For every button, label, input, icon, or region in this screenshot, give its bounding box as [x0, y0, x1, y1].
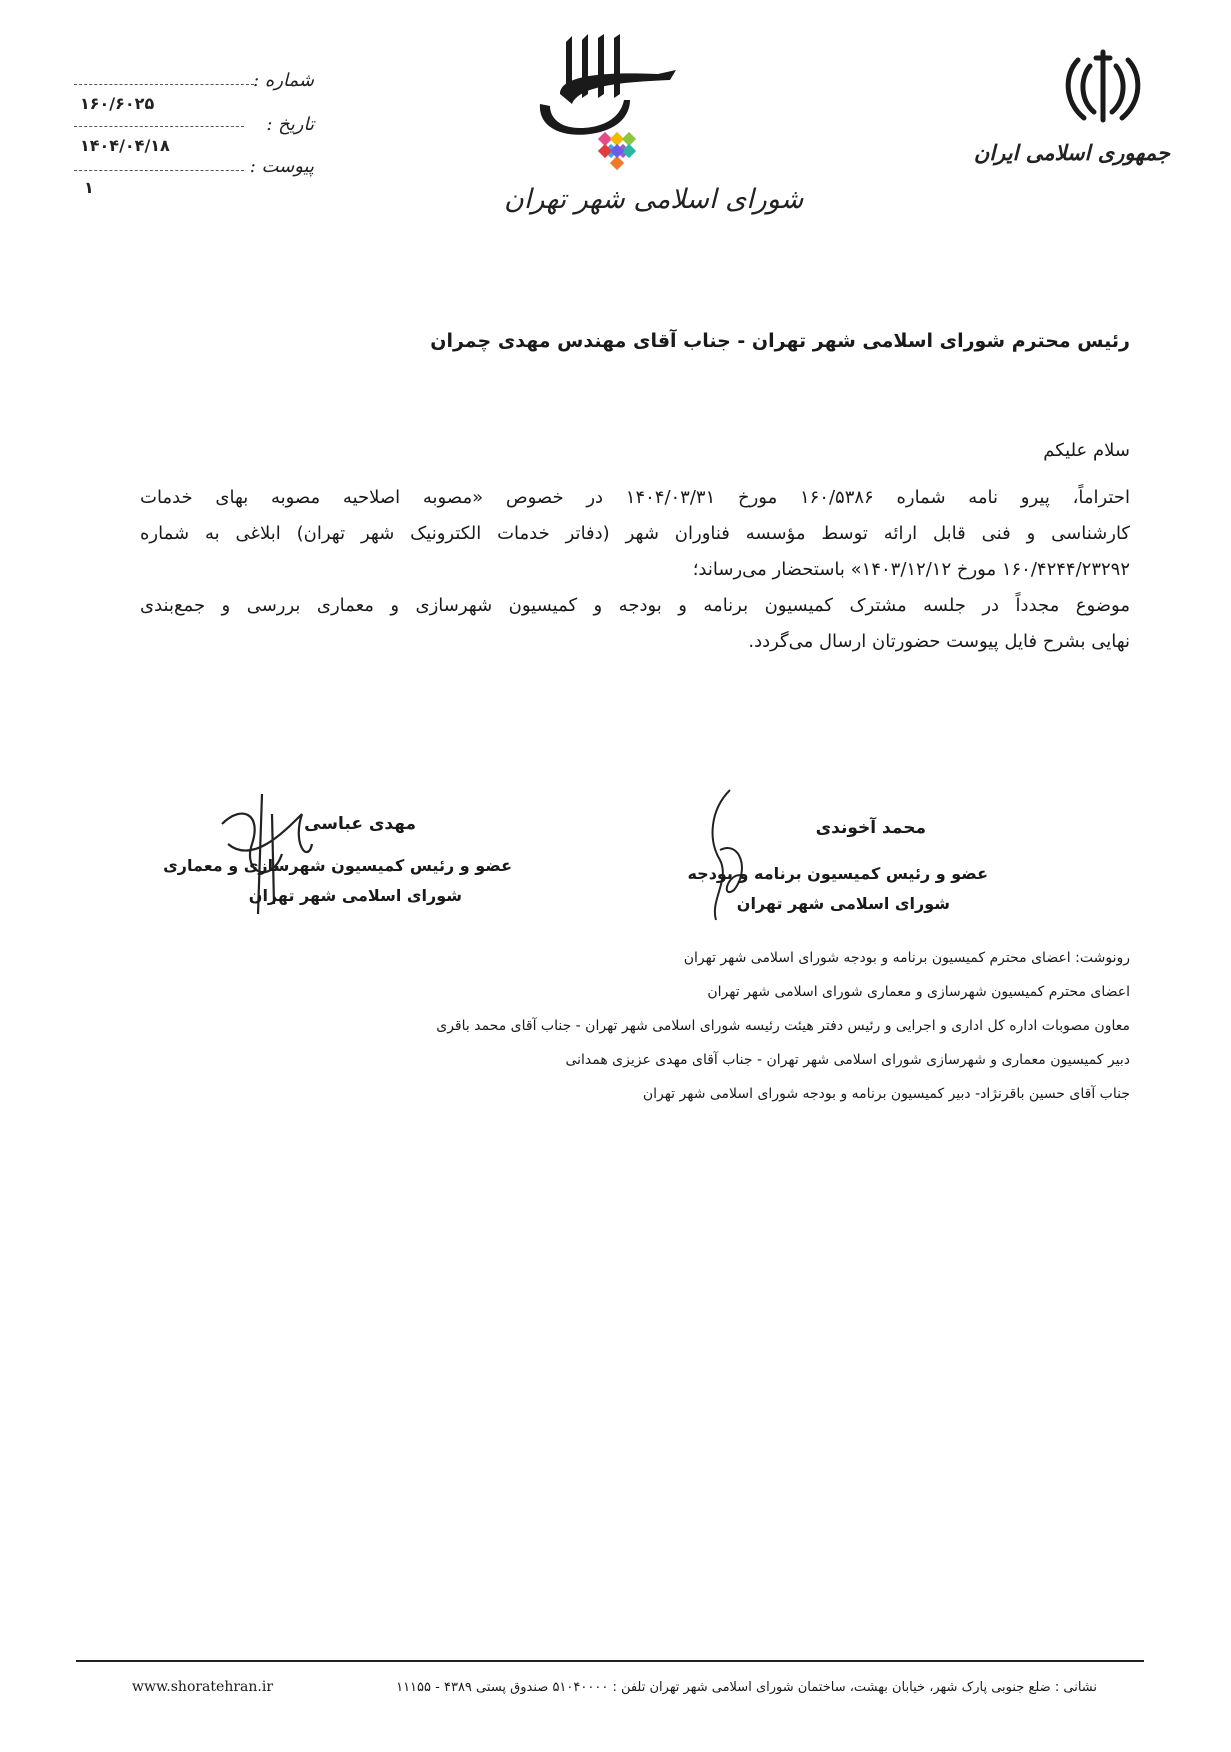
letter-body [140, 480, 1130, 660]
letter-meta [74, 64, 314, 204]
greeting: سلام علیکم [1043, 440, 1130, 461]
attachment-label: پیوست : [249, 156, 314, 177]
signature-left [163, 780, 520, 930]
body-paragraph-line: کارشناسی و فنی قابل ارائه توسط مؤسسه فناوران شهر (دفاتر خدمات الکترونیک شهر تهران) ابلاغی به شماره [140, 523, 1130, 544]
council-logo-text: شورای اسلامی شهر تهران [504, 184, 804, 215]
body-paragraph-line: نهایی بشرح فایل پیوست حضورتان ارسال می‌گردد. [748, 631, 1130, 652]
cc-item: رونوشت: اعضای محترم کمیسیون برنامه و بودجه شورای اسلامی شهر تهران [683, 950, 1130, 966]
cc-item: دبیر کمیسیون معماری و شهرسازی شورای اسلامی شهر تهران - جناب آقای مهدی عزیزی همدانی [565, 1052, 1130, 1068]
cc-list [230, 950, 1130, 1120]
date-label: تاریخ : [266, 114, 314, 135]
date-value: ۱۴۰۴/۰۴/۱۸ [80, 136, 170, 155]
signature-right-title: عضو و رئیس کمیسیون برنامه و بودجه [687, 864, 988, 883]
iran-emblem-icon [1058, 48, 1148, 128]
body-paragraph-line: ۱۶۰/۴۲۴۴/۲۳۲۹۲ مورخ ۱۴۰۳/۱۲/۱۲» باستحضار می‌رساند؛ [692, 559, 1130, 580]
signature-right [687, 780, 990, 930]
number-line [74, 84, 254, 85]
signature-right-name: محمد آخوندی [815, 818, 926, 838]
body-paragraph-line: موضوع مجدداً در جلسه مشترک کمیسیون برنامه و بودجه و کمیسیون شهرسازی و معماری بررسی و جمع‌بندی [140, 595, 1130, 616]
iran-emblem-text: جمهوری اسلامی ایران [973, 140, 1170, 165]
signature-left-council: شورای اسلامی شهر تهران [248, 886, 462, 905]
recipient-line: رئیس محترم شورای اسلامی شهر تهران - جناب آقای مهندس مهدی چمران [430, 330, 1130, 352]
cc-item: جناب آقای حسین باقرنژاد- دبیر کمیسیون برنامه و بودجه شورای اسلامی شهر تهران [642, 1086, 1130, 1102]
iran-emblem [973, 48, 1172, 178]
cc-item: معاون مصوبات اداره کل اداری و اجرایی و رئیس دفتر هیئت رئیسه شورای اسلامی شهر تهران - جناب آقای محمد باقری [436, 1018, 1130, 1034]
council-logo-mark [480, 34, 760, 184]
footer-divider [76, 1660, 1144, 1662]
date-line [74, 126, 244, 127]
council-logo [480, 34, 804, 234]
number-value: ۱۶۰/۶۰۲۵ [80, 94, 155, 113]
attachment-line [74, 170, 244, 171]
signature-left-title: عضو و رئیس کمیسیون شهرسازی و معماری [163, 856, 512, 875]
footer-website[interactable]: www.shoratehran.ir [132, 1679, 274, 1695]
footer-address: نشانی : ضلع جنوبی پارک شهر، خیابان بهشت، ساختمان شورای اسلامی شهر تهران تلفن : ۵۱۰۴۰۰۰۰ صندوق پستی ۴۳۸۹ - ۱۱۱۵۵ [396, 1680, 1097, 1695]
signature-right-council: شورای اسلامی شهر تهران [736, 894, 950, 913]
number-label: شماره : [253, 70, 314, 91]
attachment-value: ۱ [84, 178, 94, 197]
cc-item: اعضای محترم کمیسیون شهرسازی و معماری شورای اسلامی شهر تهران [707, 984, 1130, 1000]
signature-left-name: مهدی عباسی [304, 814, 416, 834]
body-paragraph-line: احتراماً، پیرو نامه شماره ۱۶۰/۵۳۸۶ مورخ ۱۴۰۴/۰۳/۳۱ در خصوص «مصوبه اصلاحیه مصوبه بهای خدمات [140, 487, 1130, 508]
